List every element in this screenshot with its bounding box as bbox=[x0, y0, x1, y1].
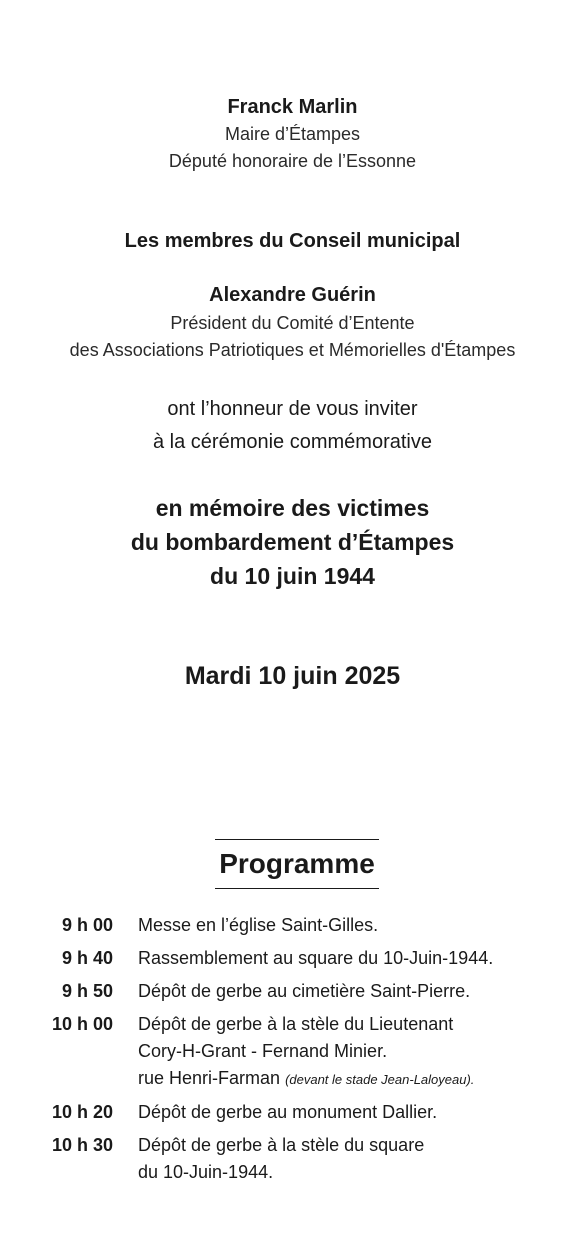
programme-title: Programme bbox=[219, 848, 375, 879]
programme-description bbox=[138, 1099, 578, 1126]
programme-description bbox=[138, 945, 578, 972]
programme-list bbox=[0, 912, 585, 1192]
programme-description-line: Dépôt de gerbe au monument Dallier. bbox=[138, 1102, 438, 1122]
programme-heading-box bbox=[215, 839, 379, 889]
programme-note: (devant le stade Jean-Laloyeau). bbox=[285, 1072, 475, 1087]
programme-description bbox=[138, 978, 578, 1005]
president-title-secondary: des Associations Patriotiques et Mémorielles d'Étampes bbox=[69, 340, 516, 360]
memorial-line-3: du 10 juin 1944 bbox=[210, 563, 375, 589]
invitation-line-2: à la cérémonie commémorative bbox=[153, 431, 432, 453]
programme-description-line bbox=[138, 1065, 578, 1093]
programme-item bbox=[0, 1132, 585, 1186]
programme-description-line: du 10-Juin-1944. bbox=[138, 1162, 274, 1182]
memorial-line-2: du bombardement d’Étampes bbox=[130, 529, 455, 555]
invitation-line-1: ont l’honneur de vous inviter bbox=[167, 398, 418, 420]
mayor-title-secondary: Député honoraire de l’Essonne bbox=[168, 151, 417, 171]
programme-item bbox=[0, 1099, 585, 1126]
programme-description bbox=[138, 1132, 578, 1186]
programme-description bbox=[138, 912, 578, 939]
programme-item bbox=[0, 912, 585, 939]
programme-time: 10 h 20 bbox=[51, 1102, 113, 1122]
programme-time: 9 h 40 bbox=[61, 948, 113, 968]
programme-description-line: Rassemblement au square du 10-Juin-1944. bbox=[138, 948, 494, 968]
programme-description-line: Dépôt de gerbe au cimetière Saint-Pierre. bbox=[138, 981, 471, 1001]
programme-description-line: Dépôt de gerbe à la stèle du Lieutenant bbox=[138, 1014, 454, 1034]
programme-description-line: Messe en l’église Saint-Gilles. bbox=[138, 915, 379, 935]
memorial-line-1: en mémoire des victimes bbox=[155, 495, 430, 521]
mayor-title: Maire d’Étampes bbox=[224, 124, 361, 144]
council-members: Les membres du Conseil municipal bbox=[124, 230, 461, 252]
event-date: Mardi 10 juin 2025 bbox=[184, 662, 401, 690]
programme-description bbox=[138, 1011, 578, 1093]
mayor-name: Franck Marlin bbox=[227, 96, 358, 118]
programme-description-line: Cory-H-Grant - Fernand Minier. bbox=[138, 1041, 388, 1061]
programme-item bbox=[0, 978, 585, 1005]
programme-time: 10 h 00 bbox=[51, 1014, 113, 1034]
programme-time: 9 h 00 bbox=[61, 915, 113, 935]
programme-street: rue Henri-Farman bbox=[138, 1068, 281, 1088]
president-name: Alexandre Guérin bbox=[209, 284, 376, 306]
programme-item bbox=[0, 945, 585, 972]
programme-item bbox=[0, 1011, 585, 1093]
programme-time: 9 h 50 bbox=[61, 981, 113, 1001]
president-title: Président du Comité d’Entente bbox=[170, 313, 415, 333]
programme-description-line: Dépôt de gerbe à la stèle du square bbox=[138, 1135, 425, 1155]
programme-time: 10 h 30 bbox=[51, 1135, 113, 1155]
